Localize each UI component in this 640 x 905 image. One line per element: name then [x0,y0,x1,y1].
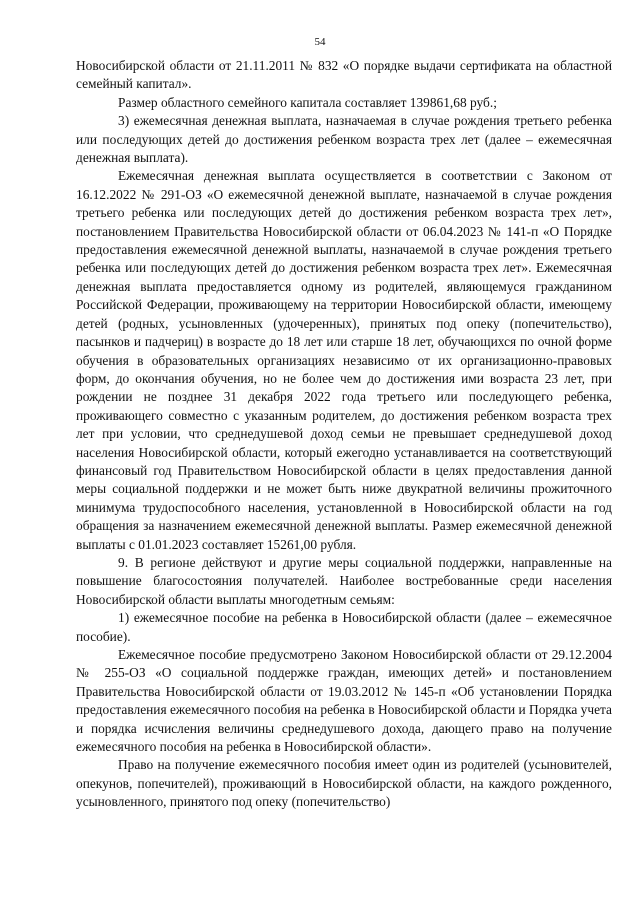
paragraph-monthly-allowance: Ежемесячное пособие предусмотрено Законом Новосибирской области от 29.12.2004 № 255-ОЗ «О социальной поддержке граждан, имеющих детей» и постановлением Правительства Новосибирской области от 19.03.2012 № 145-п «Об установлении Порядка предоставления ежемесячного пособия на ребенка в Новосибирской области и Порядка учета и порядка исчисления величины среднедушевого дохода, дающего право на получение ежемесячного пособия на ребенка в Новосибирской области». [76,647,612,755]
paragraph-monthly-payment: Ежемесячная денежная выплата осуществляется в соответствии с Законом от 16.12.2022 № 291-ОЗ «О ежемесячной денежной выплате, назначаемой в случае рождения третьего ребенка или последующих детей до достижения ребенком возраста трех лет», постановлением Правительства Новосибирской области от 06.04.2023 № 141-п «О Порядке предоставления ежемесячной денежной выплаты, назначаемой в случае рождения третьего ребенка или последующих детей до достижения ребенком возраста трех лет». Ежемесячная денежная выплата предоставляется одному из родителей, являющемуся гражданином Российской Федерации, проживающему на территории Новосибирской области, имеющему детей (родных, усыновленных (удочеренных), принятых под опеку (попечительство), пасынков и падчериц) в возрасте до 18 лет или старше 18 лет, обучающихся по очной форме обучения в образовательных организациях независимо от их организационно-правовых форм, до окончания обучения, но не более чем до достижения ими возраста 23 лет, при рождении не позднее 31 декабря 2022 года третьего или последующего ребенка, проживающего совместно с указанным родителем, до достижения ребенком возраста трех лет при условии, что среднедушевой доход семьи не превышает среднедушевой доход населения Новосибирской области, который ежегодно устанавливается на соответствующий финансовый год Правительством Новосибирской области в целях предоставления данной меры социальной поддержки и не может быть ниже двукратной величины прожиточного минимума трудоспособного населения, установленной в Новосибирской области на год обращения за назначением ежемесячной денежной выплаты. Размер ежемесячной денежной выплаты с 01.01.2023 составляет 15261,00 рубля. [76,168,612,552]
paragraph-continuation: Новосибирской области от 21.11.2011 № 832 «О порядке выдачи сертификата на областной семейный капитал». [76,58,612,92]
document-body [76,57,612,812]
paragraph-item-1: 1) ежемесячное пособие на ребенка в Новосибирской области (далее – ежемесячное пособие). [76,610,612,644]
paragraph-right-to-allowance: Право на получение ежемесячного пособия имеет один из родителей (усыновителей, опекунов, попечителей), проживающий в Новосибирской области, на каждого рожденного, усыновленного, принятого под опеку (попечительство) [76,757,612,810]
paragraph-section-9: 9. В регионе действуют и другие меры социальной поддержки, направленные на повышение благосостояния получателей. Наиболее востребованные среди населения Новосибирской области выплаты многодетным семьям: [76,554,612,607]
page-number: 54 [314,36,326,48]
paragraph-family-capital-amount: Размер областного семейного капитала составляет 139861,68 руб.; [118,94,497,110]
paragraph-item-3: 3) ежемесячная денежная выплата, назначаемая в случае рождения третьего ребенка или последующих детей до достижения ребенком возраста трех лет (далее – ежемесячная денежная выплата). [76,113,612,166]
